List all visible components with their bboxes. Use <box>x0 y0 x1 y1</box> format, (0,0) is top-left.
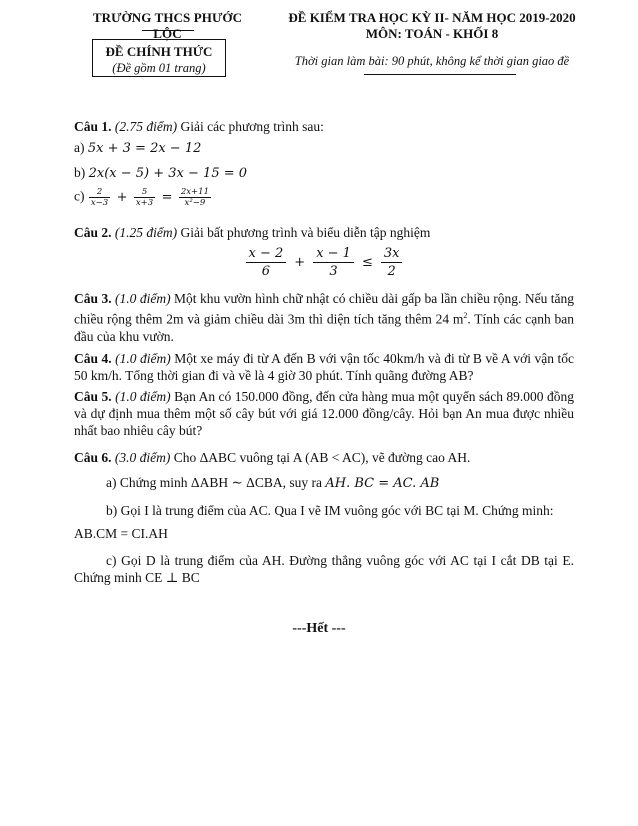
q6-part-b <box>74 502 574 519</box>
fraction-denominator: 3 <box>329 264 338 279</box>
q1-a-equation: 5x + 3 = 2x − 12 <box>87 141 202 156</box>
q6-label: Câu 6. <box>74 450 112 465</box>
q1-part-b <box>74 164 574 182</box>
q6-b-text: b) Gọi I là trung điểm của AC. Qua I vẽ IM vuông góc với BC tại M. Chứng minh: <box>106 503 554 518</box>
equals-sign: = <box>161 190 173 205</box>
subject-title: MÔN: TOÁN - KHỐI 8 <box>365 26 499 41</box>
official-box <box>92 39 226 77</box>
q1-c-fraction-3 <box>179 187 211 208</box>
fraction-denominator: x−3 <box>90 198 109 208</box>
q1-b-label: b) <box>74 165 86 180</box>
q3-points: (1.0 điểm) <box>115 291 171 306</box>
fraction-denominator: x+3 <box>135 198 154 208</box>
q6-a-math: AH. BC = AC. AB <box>325 476 440 491</box>
fraction-denominator: 6 <box>261 264 271 279</box>
q6-points: (3.0 điểm) <box>114 450 171 465</box>
end-marker: ---Hết --- <box>292 621 346 636</box>
q2-label: Câu 2. <box>74 225 112 240</box>
fraction-denominator: x²−9 <box>184 198 206 208</box>
fraction-numerator: x − 2 <box>246 245 287 263</box>
q6-part-b-equation <box>74 525 574 542</box>
q2-fraction-2 <box>313 245 354 280</box>
question-6 <box>74 449 574 466</box>
q1-label: Câu 1. <box>74 119 112 134</box>
fraction-numerator: x − 1 <box>313 245 354 263</box>
plus-sign: + <box>294 255 306 270</box>
q3-text-end: . Tính các cạnh ban đầu của khu vườn. <box>74 311 574 344</box>
q1-a-label: a) <box>74 140 85 155</box>
q2-points: (1.25 điểm) <box>114 225 178 240</box>
question-2 <box>74 224 574 241</box>
page-count: (Đề gồm 01 trang) <box>112 61 206 75</box>
fraction-numerator: 3x <box>381 245 403 263</box>
q3-text: Một khu vườn hình chữ nhật có chiều dài gấp ba lần chiều rộng. Nếu tăng chiều rộng thêm 2m và giảm chiều dài 3m thì diện tích tăng thêm 24 m <box>74 291 575 327</box>
q2-inequality <box>74 245 574 280</box>
q5-text: Bạn An có 150.000 đồng, đến cửa hàng mua một quyển sách 89.000 đồng và dự định mua thêm một số cây bút với giá 12.000 đồng/cây. Hỏi bạn An mua được nhiều nhất bao nhiêu cây bút? <box>74 389 575 438</box>
q2-text: Giải bất phương trình và biểu diễn tập nghiệm <box>180 225 431 240</box>
fraction-numerator: 2x+11 <box>180 187 209 197</box>
q1-c-label: c) <box>74 188 85 204</box>
q6-part-a <box>74 474 574 492</box>
question-3 <box>74 290 574 345</box>
q2-fraction-3 <box>381 245 403 280</box>
q6-a-text: a) Chứng minh ΔABH ∼ ΔCBA, suy ra <box>106 475 322 490</box>
question-5 <box>74 388 574 439</box>
exam-title: ĐỀ KIỂM TRA HỌC KỲ II- NĂM HỌC 2019-2020 <box>288 10 576 25</box>
q4-points: (1.0 điểm) <box>115 351 171 366</box>
q1-text: Giải các phương trình sau: <box>180 119 324 134</box>
school-name: TRƯỜNG THCS PHƯỚC LỘC <box>92 10 243 41</box>
question-4 <box>74 350 574 384</box>
official-label: ĐỀ CHÍNH THỨC <box>105 44 213 59</box>
leq-sign: ≤ <box>361 255 373 270</box>
fraction-numerator: 5 <box>134 187 155 198</box>
question-1 <box>74 118 574 135</box>
q5-points: (1.0 điểm) <box>115 389 171 404</box>
time-underline <box>364 74 516 75</box>
q5-label: Câu 5. <box>74 389 112 404</box>
q1-b-equation: 2x(x − 5) + 3x − 15 = 0 <box>88 166 248 181</box>
q4-text: Một xe máy đi từ A đến B với vận tốc 40km/h và đi từ B về A với vận tốc 50 km/h. Tổng thời gian đi và về là 4 giờ 30 phút. Tính quãng đường AB? <box>74 351 575 383</box>
school-underline <box>142 30 194 31</box>
time-allowed: Thời gian làm bài: 90 phút, không kể thời gian giao đề <box>294 54 570 68</box>
q3-superscript: 2 <box>463 311 468 320</box>
q6-part-c <box>74 552 574 586</box>
q6-c-text: c) Gọi D là trung điểm của AH. Đường thẳng vuông góc với AC tại I cắt DB tại E. Chứng minh CE ⊥ BC <box>74 553 574 585</box>
q2-fraction-1 <box>246 245 287 280</box>
plus-sign: + <box>116 190 128 205</box>
q6-b-equation: AB.CM = CI.AH <box>74 526 168 541</box>
q6-text: Cho ΔABC vuông tại A (AB < AC), vẽ đường cao AH. <box>173 450 471 465</box>
q1-part-a <box>74 139 574 157</box>
q1-c-fraction-2 <box>134 187 155 208</box>
q4-label: Câu 4. <box>74 351 112 366</box>
fraction-denominator: 2 <box>387 264 396 279</box>
q1-points: (2.75 điểm) <box>114 119 178 134</box>
q1-c-fraction-1 <box>89 187 110 208</box>
fraction-numerator: 2 <box>89 187 110 198</box>
q1-part-c <box>74 187 574 208</box>
q3-label: Câu 3. <box>74 291 112 306</box>
